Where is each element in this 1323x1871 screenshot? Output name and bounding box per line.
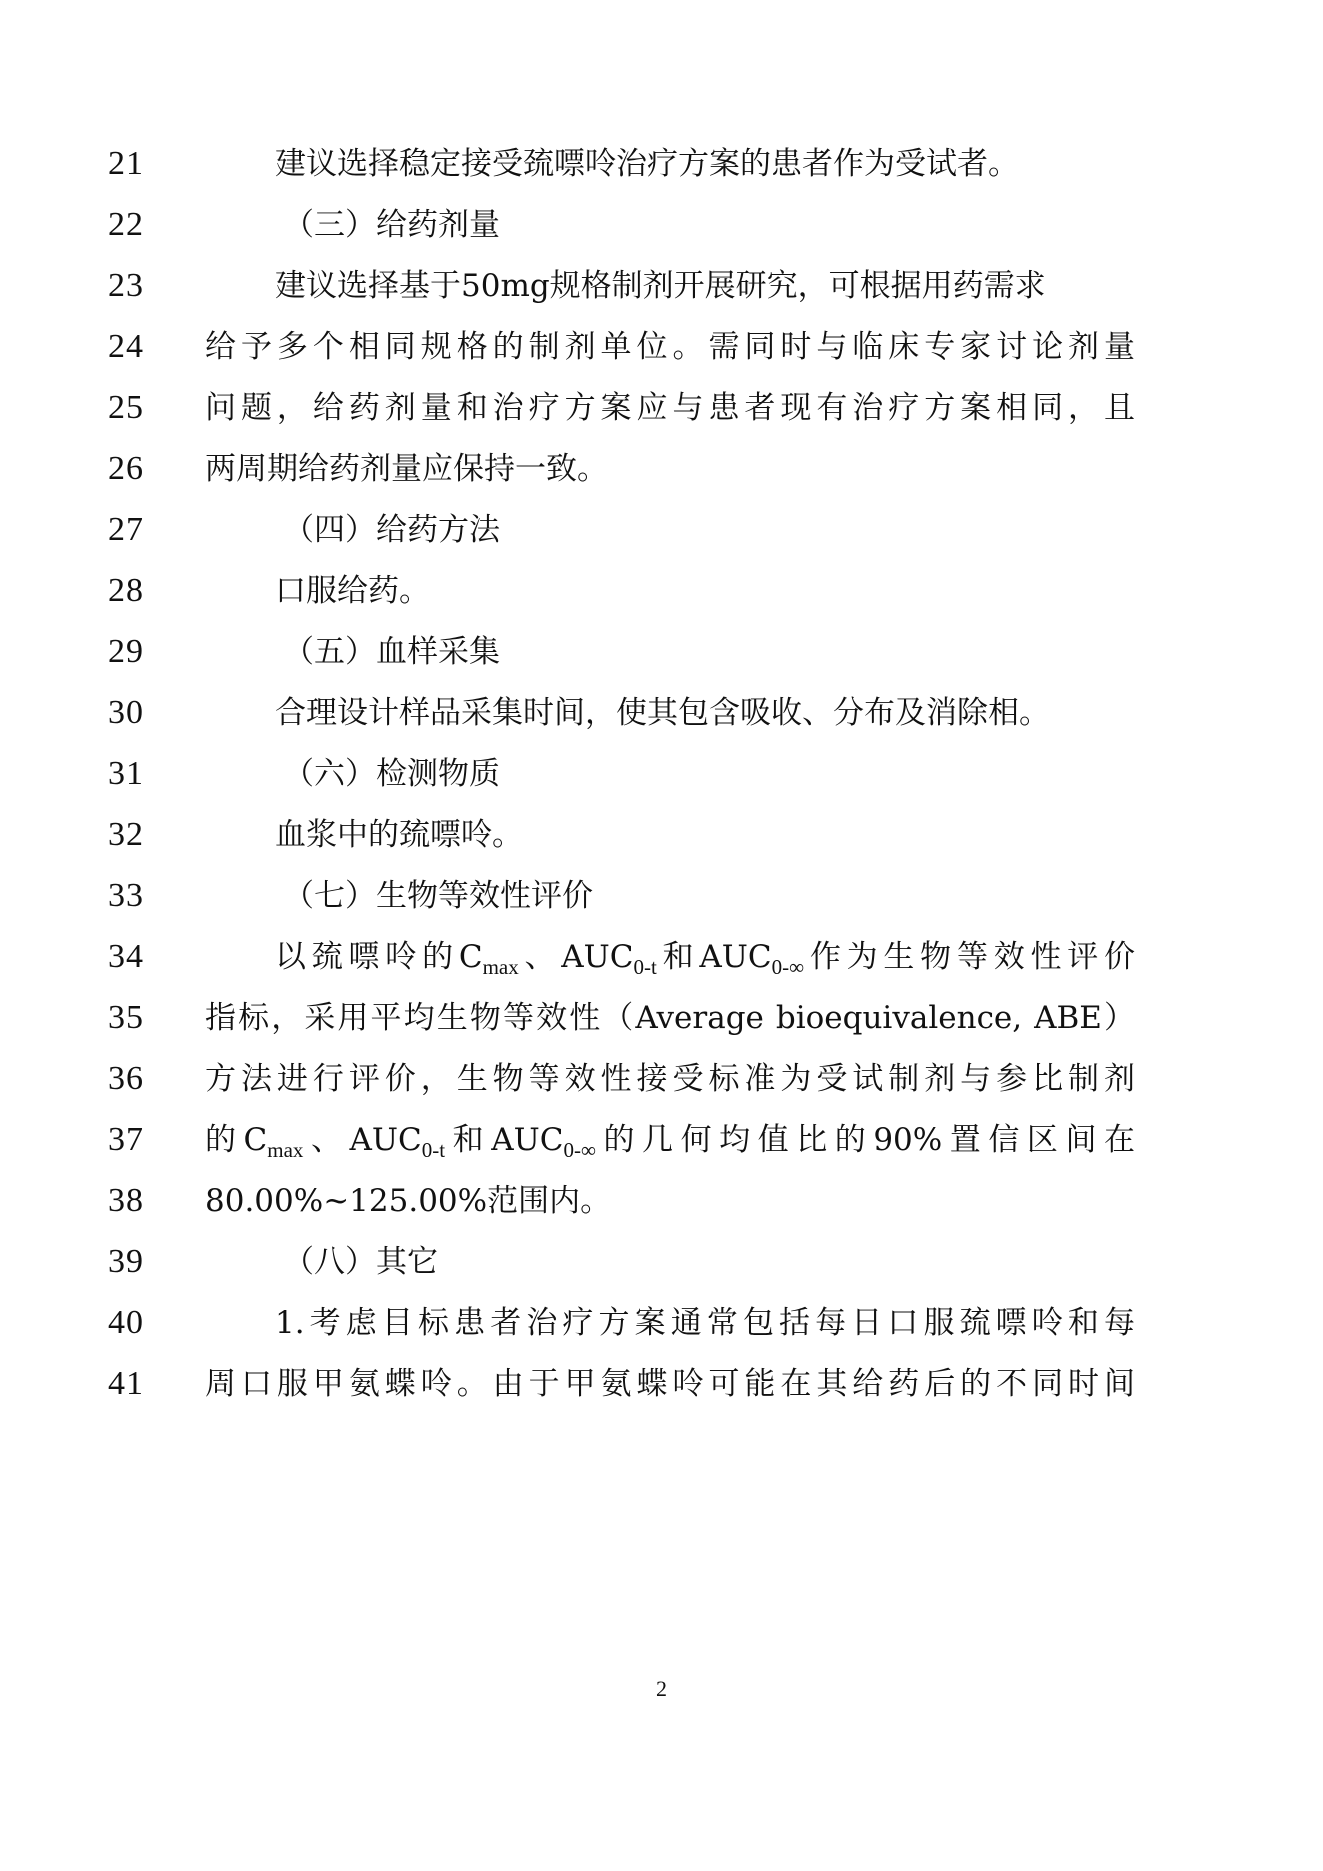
document-line bbox=[0, 929, 1323, 985]
line-number: 33 bbox=[108, 877, 144, 914]
line-number: 22 bbox=[108, 206, 144, 243]
body-text bbox=[275, 929, 1135, 985]
document-line bbox=[0, 1112, 1323, 1168]
document-line bbox=[0, 685, 1323, 741]
subscript: max bbox=[482, 955, 519, 979]
subscript: 0-∞ bbox=[563, 1138, 596, 1162]
document-line bbox=[0, 136, 1323, 192]
line-number: 38 bbox=[108, 1182, 144, 1219]
line-number: 31 bbox=[108, 755, 144, 792]
line-number: 29 bbox=[108, 633, 144, 670]
document-line bbox=[0, 441, 1323, 497]
document-line bbox=[0, 258, 1323, 314]
document-line bbox=[0, 868, 1323, 924]
line-number: 28 bbox=[108, 572, 144, 609]
line-number: 23 bbox=[108, 267, 144, 304]
body-text: 1.考虑目标患者治疗方案通常包括每日口服巯嘌呤和每 bbox=[275, 1305, 1135, 1341]
document-line bbox=[0, 1051, 1323, 1107]
line-number: 21 bbox=[108, 145, 144, 182]
text-run: 作为生物等效性评价 bbox=[804, 939, 1135, 975]
body-text: 合理设计样品采集时间，使其包含吸收、分布及消除相。 bbox=[275, 695, 1050, 731]
line-number: 26 bbox=[108, 450, 144, 487]
document-line bbox=[0, 502, 1323, 558]
section-heading: （七）生物等效性评价 bbox=[283, 878, 593, 914]
body-text: 方法进行评价，生物等效性接受标准为受试制剂与参比制剂 bbox=[205, 1061, 1135, 1097]
section-heading: （三）给药剂量 bbox=[283, 207, 500, 243]
line-number: 25 bbox=[108, 389, 144, 426]
document-line bbox=[0, 319, 1323, 375]
body-text: 建议选择稳定接受巯嘌呤治疗方案的患者作为受试者。 bbox=[275, 146, 1019, 182]
text-run: 的几何均值比的90%置信区间在 bbox=[595, 1122, 1135, 1158]
line-number: 41 bbox=[108, 1365, 144, 1402]
line-number: 35 bbox=[108, 999, 144, 1036]
text-run: 、AUC bbox=[303, 1122, 422, 1158]
body-text: 周口服甲氨蝶呤。由于甲氨蝶呤可能在其给药后的不同时间 bbox=[205, 1366, 1135, 1402]
document-line bbox=[0, 1234, 1323, 1290]
body-text: 问题，给药剂量和治疗方案应与患者现有治疗方案相同，且 bbox=[205, 390, 1135, 426]
line-number: 24 bbox=[108, 328, 144, 365]
page-number: 2 bbox=[656, 1676, 667, 1701]
text-run: 和AUC bbox=[656, 939, 772, 975]
body-text bbox=[205, 1112, 1135, 1168]
text-run: 和AUC bbox=[445, 1122, 564, 1158]
text-run: 、AUC bbox=[518, 939, 634, 975]
section-heading: （四）给药方法 bbox=[283, 512, 500, 548]
body-text: 两周期给药剂量应保持一致。 bbox=[205, 451, 608, 487]
text-run: 以巯嘌呤的C bbox=[275, 939, 483, 975]
subscript: 0-t bbox=[421, 1138, 446, 1162]
line-number: 39 bbox=[108, 1243, 144, 1280]
body-text: 80.00%~125.00%范围内。 bbox=[205, 1183, 612, 1219]
document-line bbox=[0, 807, 1323, 863]
section-heading: （八）其它 bbox=[283, 1244, 438, 1280]
line-number: 36 bbox=[108, 1060, 144, 1097]
section-heading: （六）检测物质 bbox=[283, 756, 500, 792]
document-line bbox=[0, 1173, 1323, 1229]
document-line bbox=[0, 380, 1323, 436]
document-line bbox=[0, 1295, 1323, 1351]
document-line bbox=[0, 1356, 1323, 1412]
line-number: 27 bbox=[108, 511, 144, 548]
line-number: 32 bbox=[108, 816, 144, 853]
line-number: 40 bbox=[108, 1304, 144, 1341]
body-text: 建议选择基于50mg规格制剂开展研究，可根据用药需求 bbox=[275, 268, 1046, 304]
document-line bbox=[0, 746, 1323, 802]
document-line bbox=[0, 563, 1323, 619]
text-run: 的C bbox=[205, 1122, 268, 1158]
subscript: max bbox=[267, 1138, 304, 1162]
body-text: 指标，采用平均生物等效性（Average bioequivalence, ABE） bbox=[205, 1000, 1135, 1036]
body-text: 血浆中的巯嘌呤。 bbox=[275, 817, 523, 853]
subscript: 0-∞ bbox=[771, 955, 805, 979]
line-number: 30 bbox=[108, 694, 144, 731]
document-line bbox=[0, 197, 1323, 253]
section-heading: （五）血样采集 bbox=[283, 634, 500, 670]
document-line bbox=[0, 990, 1323, 1046]
document-line bbox=[0, 624, 1323, 680]
body-text: 给予多个相同规格的制剂单位。需同时与临床专家讨论剂量 bbox=[205, 329, 1135, 365]
line-number: 37 bbox=[108, 1121, 144, 1158]
subscript: 0-t bbox=[633, 955, 657, 979]
line-number: 34 bbox=[108, 938, 144, 975]
body-text: 口服给药。 bbox=[275, 573, 430, 609]
